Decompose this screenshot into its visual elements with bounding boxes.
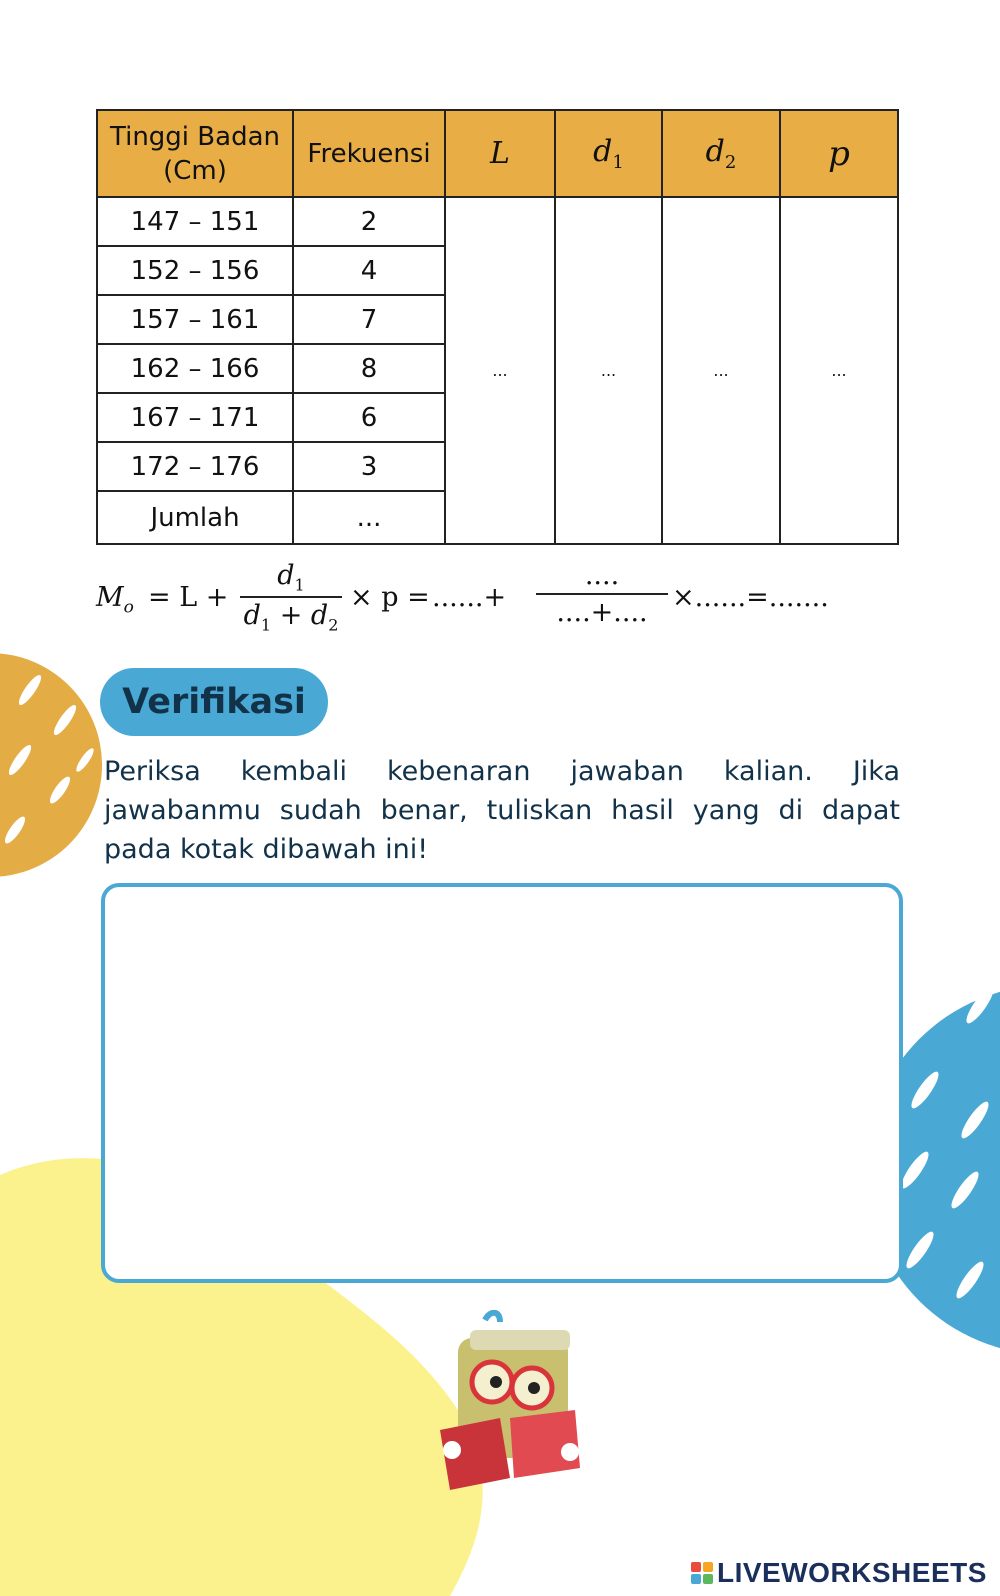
frequency-cell: 8 [293, 344, 445, 393]
table-row [97, 197, 898, 246]
mode-formula [96, 560, 904, 642]
total-label: Jumlah [97, 491, 293, 544]
blank-L-cell[interactable]: ... [445, 197, 555, 544]
liveworksheets-text: LIVEWORKSHEETS [717, 1557, 987, 1588]
frequency-cell: 2 [293, 197, 445, 246]
frequency-cell: 6 [293, 393, 445, 442]
frequency-cell: 4 [293, 246, 445, 295]
liveworksheets-icon [691, 1562, 713, 1584]
blank-p-cell[interactable]: ... [780, 197, 898, 544]
frequency-table [96, 109, 899, 545]
book-mascot-illustration [430, 1310, 600, 1510]
interval-cell: 152 – 156 [97, 246, 293, 295]
header-d2: $d_2$ [662, 110, 780, 197]
table-header-row [97, 110, 898, 197]
formula-eq-L: = L + [148, 582, 229, 613]
header-L: L [445, 110, 555, 197]
formula-fraction: $d_1$ $d_1 + d_2$ [240, 560, 342, 635]
blank-d2-cell[interactable]: ... [662, 197, 780, 544]
verification-title: Verifikasi [122, 682, 306, 722]
interval-cell: 162 – 166 [97, 344, 293, 393]
formula-times-p: × p = [350, 582, 430, 613]
interval-cell: 167 – 171 [97, 393, 293, 442]
frequency-cell: 3 [293, 442, 445, 491]
total-value-blank[interactable]: ... [293, 491, 445, 544]
verification-title-badge [100, 668, 328, 736]
header-height: Tinggi Badan (Cm) [97, 110, 293, 197]
header-frequency: Frekuensi [293, 110, 445, 197]
interval-cell: 157 – 161 [97, 295, 293, 344]
interval-cell: 172 – 176 [97, 442, 293, 491]
frequency-cell: 7 [293, 295, 445, 344]
answer-box[interactable] [101, 883, 903, 1283]
formula-lhs: $M_o$ [96, 582, 134, 618]
header-p: p [780, 110, 898, 197]
interval-cell: 147 – 151 [97, 197, 293, 246]
blank-d1-cell[interactable]: ... [555, 197, 662, 544]
formula-blank-L[interactable]: ......+ [432, 582, 507, 613]
verification-instructions: Periksa kembali kebenaran jawaban kalian. Jika jawabanmu sudah benar, tuliskan hasil yang di dapat pada kotak dibawah ini! [104, 756, 900, 865]
liveworksheets-logo [691, 1556, 987, 1590]
header-d1: $d_1$ [555, 110, 662, 197]
formula-tail[interactable]: ×......=....... [672, 582, 829, 613]
formula-blank-fraction[interactable]: .... ....+.... [536, 560, 668, 628]
